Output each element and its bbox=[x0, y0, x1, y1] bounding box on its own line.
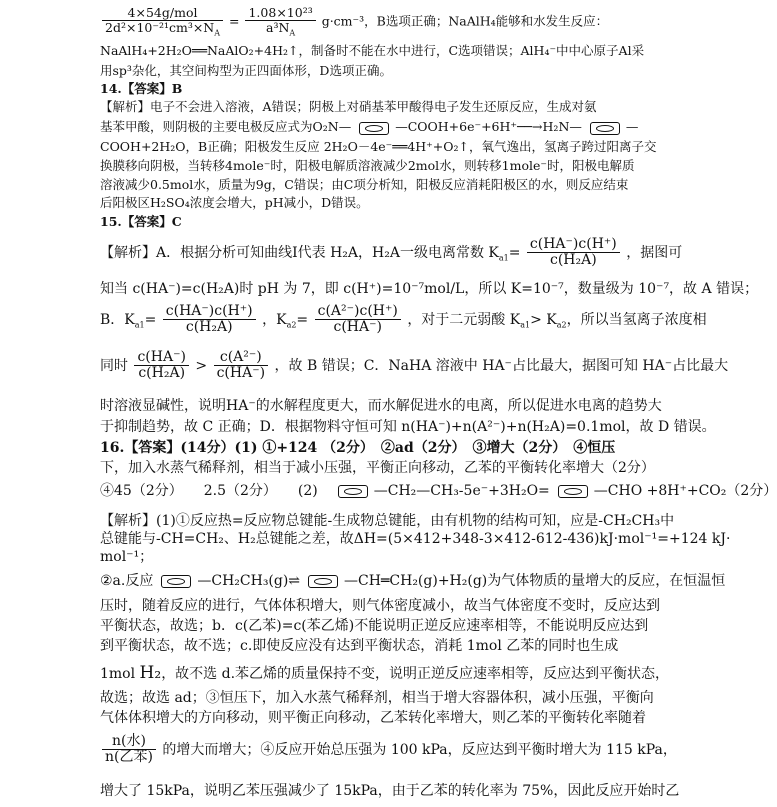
text-line: 压时，随着反应的进行，气体体积增大，则气体密度减小，故当气体密度不变时，反应达到 bbox=[100, 598, 660, 614]
answer-15: 15.【答案】C bbox=[100, 214, 182, 229]
fraction-numerator: c(HA⁻)c(H⁺) bbox=[527, 237, 620, 253]
text-segment: ，所以当氢离子浓度相 bbox=[566, 311, 707, 328]
fraction-numerator: c(A²⁻) bbox=[214, 350, 268, 366]
text-segment: — bbox=[625, 119, 639, 134]
density-fraction bbox=[102, 6, 223, 38]
benzene-ring-icon bbox=[302, 575, 342, 587]
ratio-fraction-2 bbox=[214, 350, 268, 382]
subscript: a1 bbox=[498, 253, 509, 263]
fraction-denominator: c(H₂A) bbox=[185, 319, 233, 336]
text-segment: = bbox=[508, 244, 521, 261]
text-segment: —CH═CH₂(g)+H₂(g)为气体物质的量增大的反应，在恒温恒 bbox=[344, 573, 726, 589]
fraction-numerator: c(HA⁻) bbox=[134, 350, 188, 366]
text-segment: —COOH+6e⁻+6H⁺──→H₂N— bbox=[395, 119, 582, 134]
ka2-fraction bbox=[315, 304, 401, 336]
text-segment: 基苯甲酸，则阴极的主要电极反应式为O₂N— bbox=[100, 119, 352, 134]
text-segment: 的增大而增大；④反应开始总压强为 100 kPa，反应达到平衡时增大为 115 kPa， bbox=[162, 741, 677, 758]
text-line: 后阳极区H₂SO₄浓度会增大，pH减小，D错误。 bbox=[100, 195, 369, 210]
text-segment: ②a.反应 bbox=[100, 573, 154, 589]
text-segment: —CH₂—CH₃-5e⁻+3H₂O= bbox=[373, 483, 550, 499]
text-segment: = bbox=[144, 311, 157, 328]
text-segment: ，据图可 bbox=[626, 244, 683, 261]
text-line: 到平衡状态，故不选；c.即使反应没有达到平衡状态，消耗 1mol 乙苯的同时也生成 bbox=[100, 638, 619, 654]
answer-14: 14.【答案】B bbox=[100, 81, 183, 96]
ka-fraction bbox=[527, 237, 620, 269]
answer-16-line bbox=[100, 441, 615, 456]
fraction-denominator: c(H₂A) bbox=[549, 252, 597, 269]
h2-formula: H₂ bbox=[139, 663, 162, 683]
text-line bbox=[100, 574, 725, 589]
text-line bbox=[100, 237, 682, 269]
text-segment: > K bbox=[530, 311, 557, 328]
text-line bbox=[100, 484, 777, 499]
text-line: 增大了 15kPa，说明乙苯压强减少了 15kPa，由于乙苯的转化率为 75%，因此反应开始时乙 bbox=[100, 783, 680, 799]
benzene-ring-icon bbox=[353, 122, 393, 134]
text-segment: ④45（2分） 2.5（2分） (2) bbox=[100, 483, 318, 499]
text-segment: ，故不选 d.苯乙烯的质量保持不变，说明正逆反应速率相等，反应达到平衡状态， bbox=[161, 666, 670, 682]
text-segment: 同时 bbox=[100, 357, 128, 374]
fraction-denominator: c(HA⁻) bbox=[216, 365, 266, 382]
ka1-fraction bbox=[163, 304, 256, 336]
text-line: 【解析】(1)①反应热=反应物总键能-生成物总键能，由有机物的结构可知，应是-CH₂CH₃中 bbox=[100, 513, 675, 529]
text-segment: B．K bbox=[100, 311, 135, 328]
text-line bbox=[100, 304, 707, 336]
text-segment: ，故 B 错误；C．NaHA 溶液中 HA⁻占比最大，据图可知 HA⁻占比最大 bbox=[274, 357, 729, 374]
text-segment: = bbox=[296, 311, 309, 328]
answer-16: 16.【答案】(14分）(1) ①+124 （2分） ②ad（2分） ③增大（2分） ④恒压 bbox=[100, 440, 616, 456]
benzene-ring-icon bbox=[584, 122, 624, 134]
density-fraction-2 bbox=[245, 6, 315, 38]
fraction-numerator: n(水) bbox=[102, 734, 156, 750]
text-line: COOH+2H₂O，B正确；阳极发生反应 2H₂O－4e⁻══4H⁺+O₂↑，氧气逸出，氢离子跨过阳离子交 bbox=[100, 139, 657, 154]
text-segment: 1mol bbox=[100, 666, 136, 682]
fraction-denominator-sub: A bbox=[214, 28, 221, 38]
water-ethylbenzene-fraction bbox=[102, 734, 156, 766]
text-line: 换膜移向阴极，当转移4mole⁻时，阳极电解质溶液减少2mol水，则转移1mole⁻时，阳极电解质 bbox=[100, 158, 635, 173]
text-line: 溶液减少0.5mol水，质量为9g，C错误；由C项分析知，阳极反应消耗阳极区的水，则反应结束 bbox=[100, 177, 629, 192]
subscript: a1 bbox=[134, 320, 145, 330]
text-segment: —CH₂CH₃(g)⇌ bbox=[197, 573, 301, 589]
fraction-denominator bbox=[245, 21, 315, 38]
text-line: 时溶液显碱性，说明HA⁻的水解程度更大，而水解促进水的电离，所以促进水电离的趋势大 bbox=[100, 398, 662, 414]
text-segment: —CHO +8H⁺+CO₂（2分） bbox=[593, 483, 777, 499]
benzene-ring-icon bbox=[552, 485, 592, 497]
text-line: 总键能与-CH=CH₂、H₂总键能之差，故ΔH=(5×412+348-3×412-612-436)kJ·mol⁻¹=+124 kJ· bbox=[100, 531, 731, 547]
text-line bbox=[100, 350, 728, 382]
text-line: mol⁻¹； bbox=[100, 549, 154, 565]
benzene-ring-icon bbox=[155, 575, 195, 587]
fraction-denominator bbox=[102, 21, 223, 38]
fraction-numerator: 1.08×10²³ bbox=[245, 6, 315, 21]
text-line: 【解析】电子不会进入溶液，A错误；阴极上对硝基苯甲酸得电子发生还原反应，生成对氨 bbox=[100, 99, 597, 114]
text-line: 于抑制趋势，故 C 正确；D．根据物料守恒可知 n(HA⁻)+n(A²⁻)+n(H₂A)=0.1mol，故 D 错误。 bbox=[100, 419, 716, 435]
equals-sign: = bbox=[229, 13, 240, 29]
text-segment: ，K bbox=[262, 311, 287, 328]
text-line: 知当 c(HA⁻)=c(H₂A)时 pH 为 7，即 c(H⁺)=10⁻⁷mol/L，所以 K=10⁻⁷，数量级为 10⁻⁷，故 A 错误； bbox=[100, 281, 759, 297]
text-line: 下，加入水蒸气稀释剂，相当于减小压强，平衡正向移动，乙苯的平衡转化率增大（2分） bbox=[100, 460, 655, 476]
text-line: 故选；故选 ad；③恒压下，加入水蒸气稀释剂，相当于增大容器体积，减小压强，平衡向 bbox=[100, 690, 654, 706]
text-line: NaAlH₄+2H₂O══NaAlO₂+4H₂↑，制备时不能在水中进行，C选项错误；AlH₄⁻中中心原子Al采 bbox=[100, 43, 645, 58]
text-line: 用sp³杂化，其空间构型为正四面体形，D选项正确。 bbox=[100, 63, 392, 78]
density-line bbox=[100, 6, 608, 38]
benzene-ring-icon bbox=[332, 485, 372, 497]
fraction-numerator: c(HA⁻)c(H⁺) bbox=[163, 304, 256, 320]
fraction-denominator-text: 2d²×10⁻²¹cm³×N bbox=[105, 19, 215, 35]
fraction-denominator-text: a³N bbox=[266, 19, 290, 35]
ratio-fraction-1 bbox=[134, 350, 188, 382]
text-segment: > bbox=[195, 357, 208, 374]
text-line: 气体体积增大的方向移动，则平衡正向移动，乙苯转化率增大，则乙苯的平衡转化率随着 bbox=[100, 710, 646, 726]
text-segment: ，对于二元弱酸 K bbox=[407, 311, 521, 328]
text-line bbox=[100, 664, 669, 683]
text-segment: 【解析】A．根据分析可知曲线Ⅰ代表 H₂A，H₂A一级电离常数 K bbox=[100, 244, 499, 261]
subscript: a2 bbox=[286, 320, 297, 330]
fraction-denominator: c(H₂A) bbox=[138, 365, 186, 382]
text-line bbox=[100, 120, 638, 134]
text-line: 平衡状态，故选；b．c(乙苯)=c(苯乙烯)不能说明正逆反应速率相等，不能说明反应达到 bbox=[100, 618, 649, 634]
fraction-numerator: c(A²⁻)c(H⁺) bbox=[315, 304, 401, 320]
density-tail-text: g·cm⁻³，B选项正确；NaAlH₄能够和水发生反应： bbox=[321, 13, 609, 29]
fraction-numerator: 4×54g/mol bbox=[102, 6, 223, 21]
subscript: a2 bbox=[556, 320, 567, 330]
fraction-denominator-sub: A bbox=[289, 28, 296, 38]
fraction-denominator: n(乙苯) bbox=[105, 749, 153, 766]
subscript: a1 bbox=[520, 320, 531, 330]
text-line bbox=[100, 734, 677, 766]
fraction-denominator: c(HA⁻) bbox=[333, 319, 382, 336]
